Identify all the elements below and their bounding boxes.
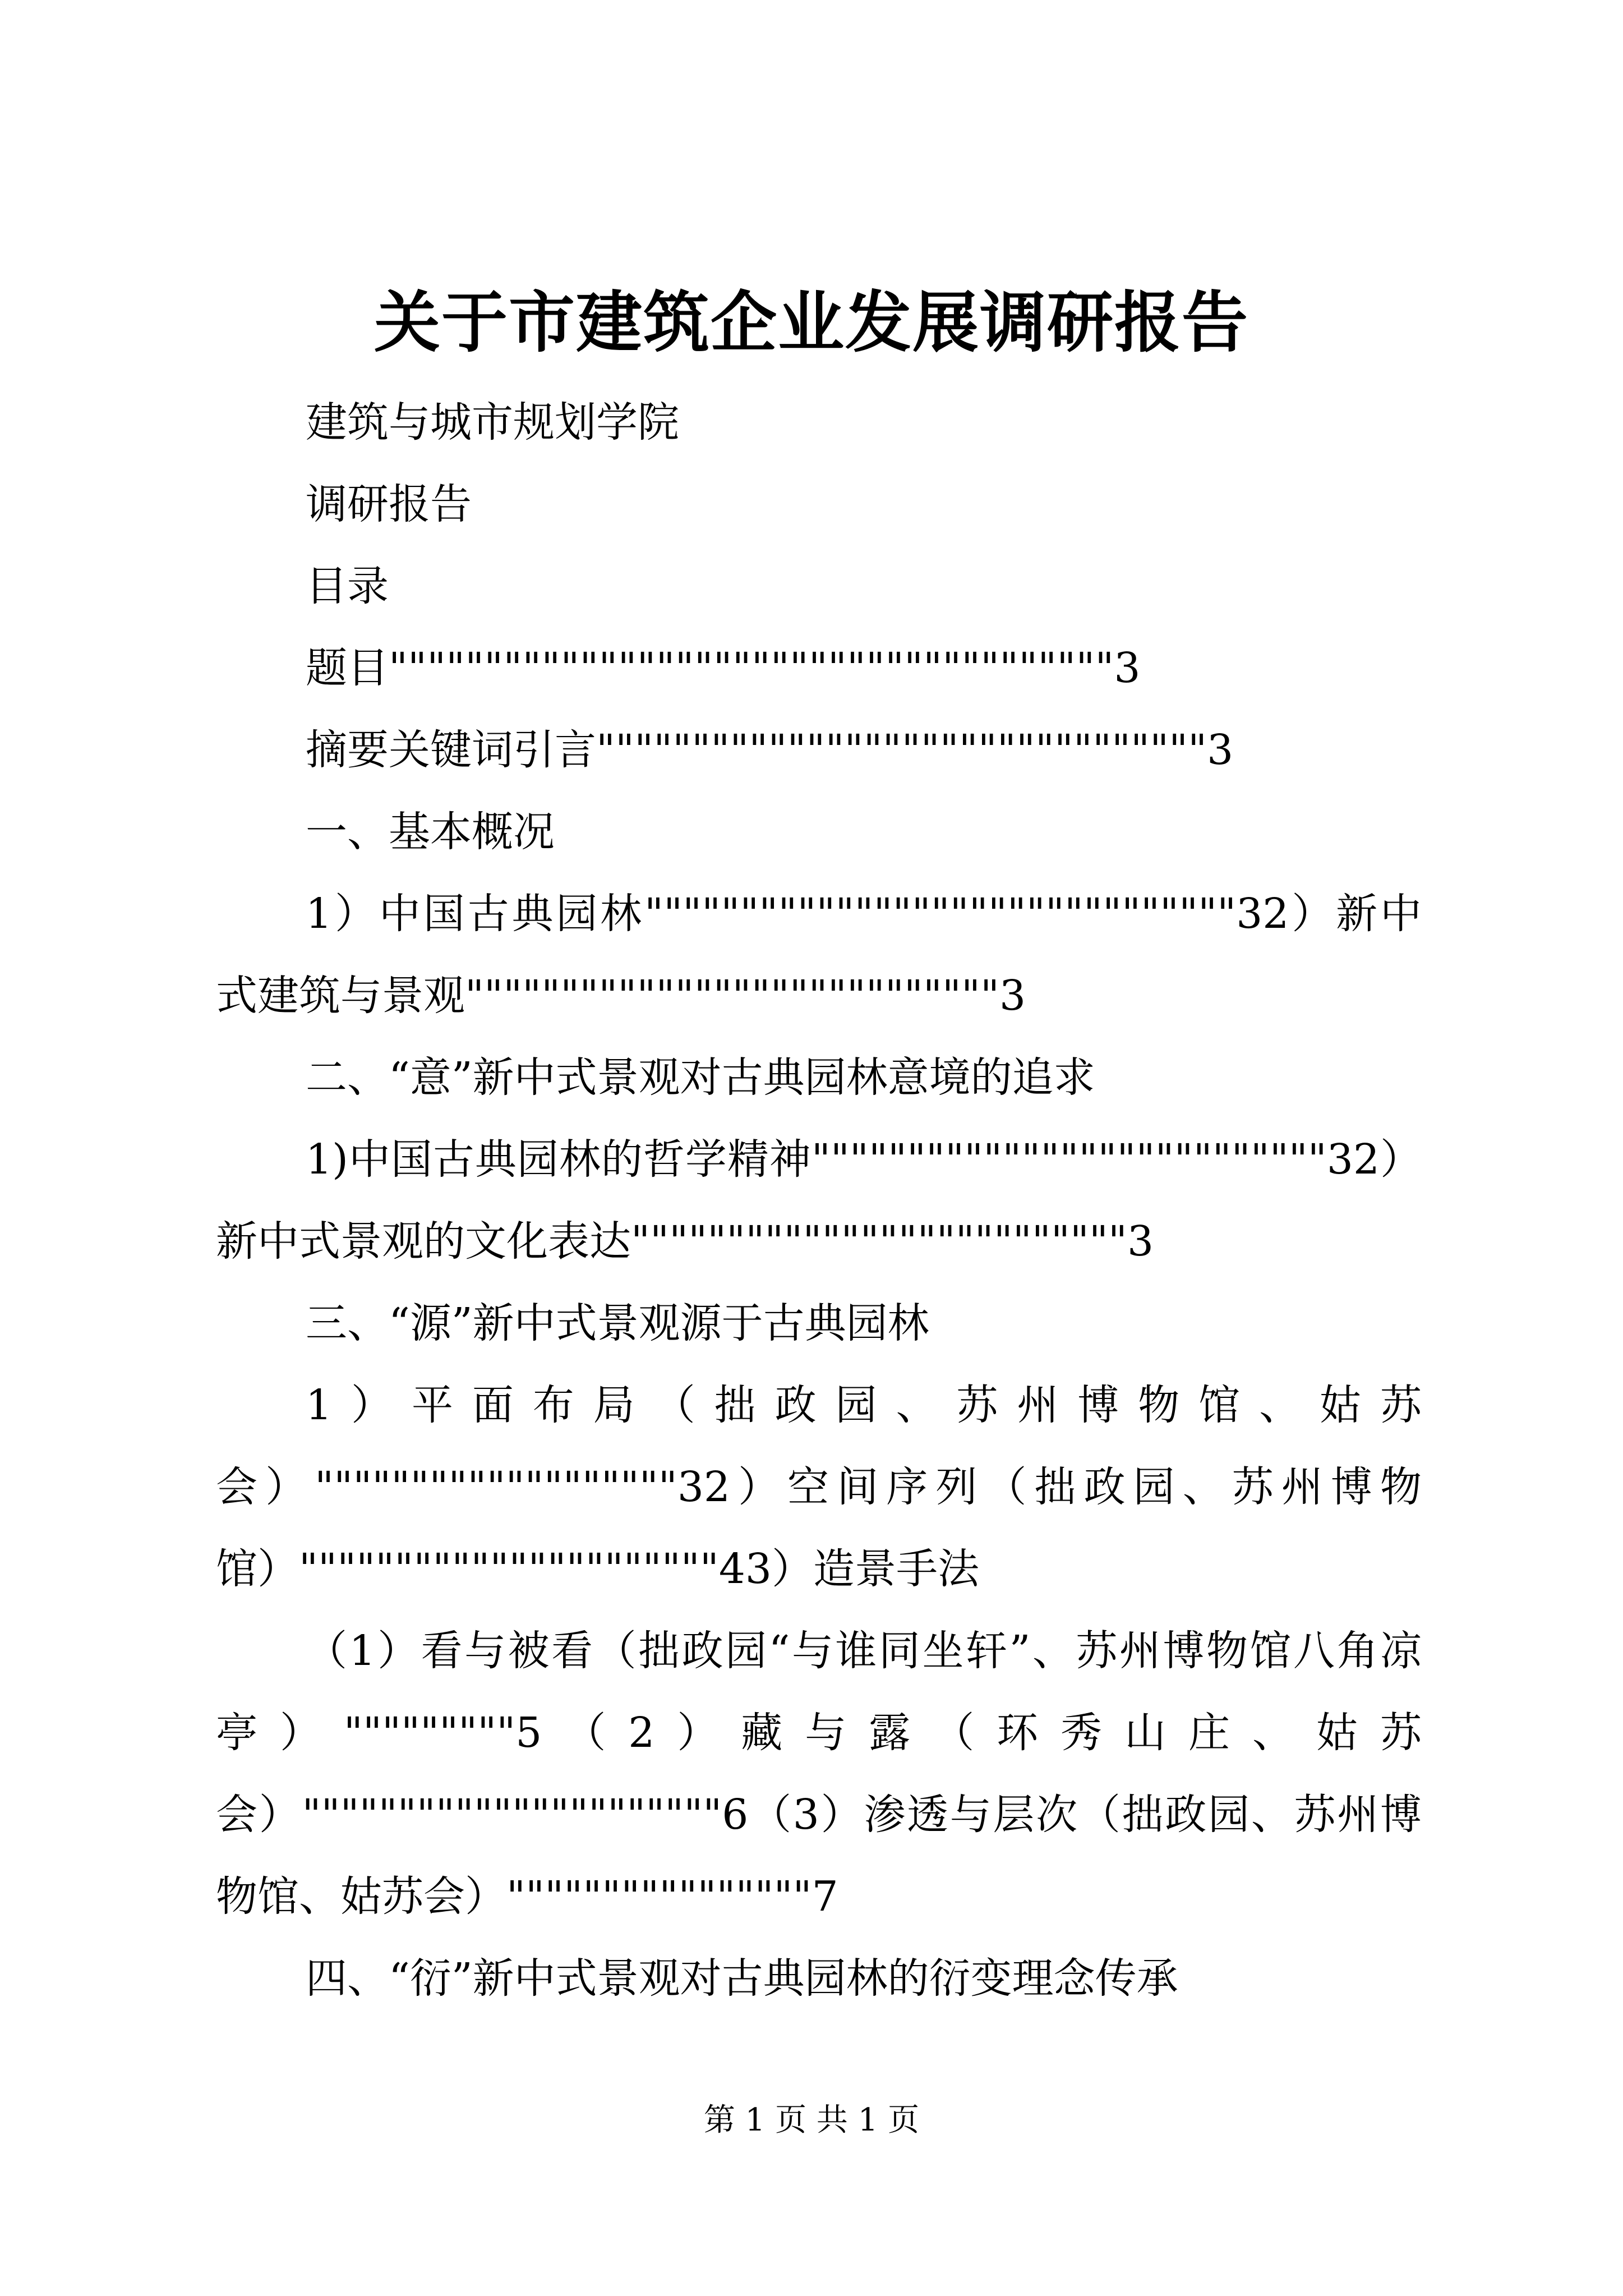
toc-section-2: 二、“意”新中式景观对古典园林意境的追求 — [306, 1053, 1095, 1102]
paragraph-toc-heading: 目录 — [306, 562, 389, 610]
toc-section-3: 三、“源”新中式景观源于古典园林 — [306, 1299, 929, 1347]
toc-section-3-items: 1）平面布局（拙政园、苏州博物馆、姑苏会）"""""""""""""""""""32）空间序列（拙政园、苏州博物馆）""""""""""""""""""""""43）造景手法 — [216, 1381, 1422, 1593]
paragraph-report-label: 调研报告 — [306, 480, 472, 528]
document-title: 关于市建筑企业发展调研报告 — [374, 283, 1249, 361]
toc-section-1-items: 1）中国古典园林"""""""""""""""""""""""""""""""32）新中式建筑与景观""""""""""""""""""""""""""""3 — [216, 890, 1422, 1020]
toc-section-1: 一、基本概况 — [306, 808, 555, 856]
toc-section-3-subitems: （1）看与被看（拙政园“与谁同坐轩”、苏州博物馆八角凉亭）"""""""""5（2）藏与露（环秀山庄、姑苏会）""""""""""""""""""""""6（3）渗透与层次（拙政园、苏州博物馆、姑苏会）""""""""""""""""7 — [216, 1627, 1422, 1921]
toc-section-2-items: 1)中国古典园林的哲学精神"""""""""""""""""""""""""""32）新中式景观的文化表达""""""""""""""""""""""""""3 — [216, 1135, 1422, 1266]
toc-section-4: 四、“衍”新中式景观对古典园林的衍变理念传承 — [306, 1954, 1178, 2003]
toc-entry-abstract: 摘要关键词引言""""""""""""""""""""""""""""""""3 — [306, 726, 1234, 774]
document-body — [216, 381, 1422, 2019]
toc-entry-title: 题目""""""""""""""""""""""""""""""""""""""3 — [306, 644, 1141, 692]
page-footer: 第 1 页 共 1 页 — [703, 2102, 920, 2138]
paragraph-school: 建筑与城市规划学院 — [306, 398, 679, 447]
